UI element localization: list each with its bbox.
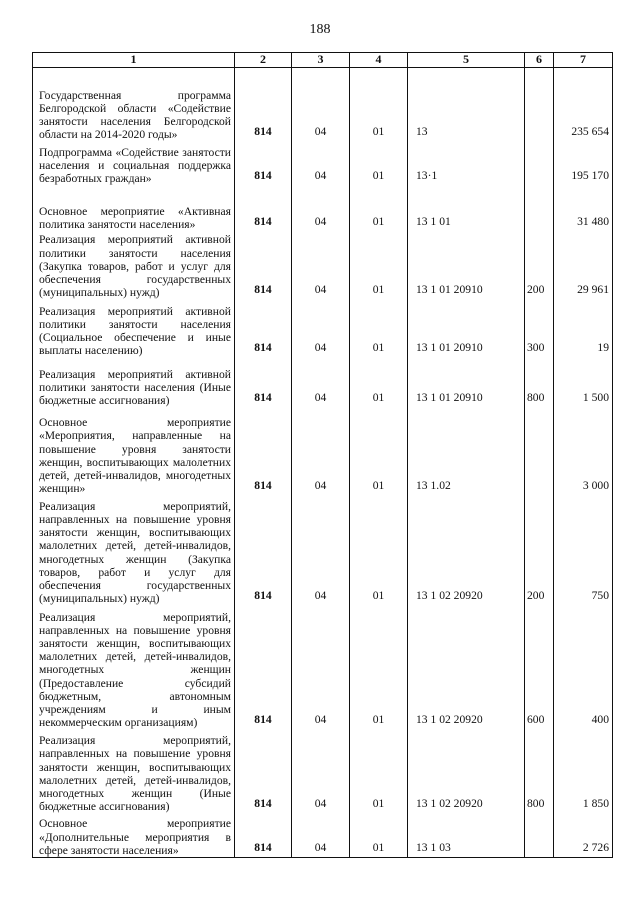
- amount: 19: [554, 300, 613, 358]
- row-name: Реализация мероприятий активной политики занятости населения (Иные бюджетные ассигнования): [33, 358, 235, 408]
- column-header: 3: [292, 53, 350, 68]
- page-number: 188: [309, 22, 331, 37]
- subsection-code: 01: [350, 300, 408, 358]
- row-name: Государственная программа Белгородской области «Содействие занятости населения Белгородской области на 2014-2020 годы»: [33, 68, 235, 142]
- amount: 1 850: [554, 730, 613, 814]
- target-article: 13: [408, 68, 525, 142]
- row-name: Реализация мероприятий, направленных на повышение уровня занятости женщин, воспитывающих малолетних детей, детей-инвалидов, многодетных женщин (Предоставление субсидий бюджетным, автономным учреждениям и иным некоммерческим организациям): [33, 606, 235, 730]
- amount: 400: [554, 606, 613, 730]
- row-name: Основное мероприятие «Дополнительные мероприятия в сфере занятости населения»: [33, 814, 235, 858]
- admin-code: 814: [235, 408, 292, 496]
- column-header: 4: [350, 53, 408, 68]
- amount: 235 654: [554, 68, 613, 142]
- section-code: 04: [292, 408, 350, 496]
- expense-type: [525, 142, 554, 186]
- admin-code: 814: [235, 606, 292, 730]
- admin-code: 814: [235, 300, 292, 358]
- table-row: [33, 68, 613, 142]
- row-name: Реализация мероприятий, направленных на повышение уровня занятости женщин, воспитывающих малолетних детей, детей-инвалидов, многодетных женщин (Закупка товаров, работ и услуг для обеспечения государственных (муниципальных) нужд): [33, 496, 235, 606]
- section-code: 04: [292, 496, 350, 606]
- admin-code: 814: [235, 68, 292, 142]
- subsection-code: 01: [350, 232, 408, 300]
- target-article: 13 1 02 20920: [408, 606, 525, 730]
- table-row: [33, 730, 613, 814]
- row-name: Реализация мероприятий активной политики занятости населения (Закупка товаров, работ и услуг для обеспечения государственных (муниципальных) нужд): [33, 232, 235, 300]
- expense-type: 600: [525, 606, 554, 730]
- expense-type: 800: [525, 730, 554, 814]
- table-row: [33, 300, 613, 358]
- subsection-code: 01: [350, 496, 408, 606]
- expense-type: 200: [525, 496, 554, 606]
- header-row: [33, 53, 613, 68]
- amount: 750: [554, 496, 613, 606]
- table-row: [33, 358, 613, 408]
- target-article: 13·1: [408, 142, 525, 186]
- target-article: 13 1 03: [408, 814, 525, 858]
- section-code: 04: [292, 606, 350, 730]
- expense-type: [525, 408, 554, 496]
- section-code: 04: [292, 186, 350, 232]
- admin-code: 814: [235, 232, 292, 300]
- admin-code: 814: [235, 186, 292, 232]
- expense-type: 200: [525, 232, 554, 300]
- amount: 31 480: [554, 186, 613, 232]
- target-article: 13 1 01 20910: [408, 232, 525, 300]
- section-code: 04: [292, 232, 350, 300]
- section-code: 04: [292, 68, 350, 142]
- expense-type: [525, 68, 554, 142]
- target-article: 13 1.02: [408, 408, 525, 496]
- subsection-code: 01: [350, 730, 408, 814]
- amount: 1 500: [554, 358, 613, 408]
- expense-type: [525, 186, 554, 232]
- amount: 29 961: [554, 232, 613, 300]
- section-code: 04: [292, 358, 350, 408]
- table-row: [33, 606, 613, 730]
- amount: 195 170: [554, 142, 613, 186]
- expense-type: 300: [525, 300, 554, 358]
- section-code: 04: [292, 730, 350, 814]
- target-article: 13 1 01: [408, 186, 525, 232]
- table-row: [33, 496, 613, 606]
- row-name: Подпрограмма «Содействие занятости населения и социальная поддержка безработных граждан»: [33, 142, 235, 186]
- column-header: 6: [525, 53, 554, 68]
- subsection-code: 01: [350, 814, 408, 858]
- table-row: [33, 232, 613, 300]
- target-article: 13 1 02 20920: [408, 496, 525, 606]
- section-code: 04: [292, 142, 350, 186]
- row-name: Реализация мероприятий, направленных на повышение уровня занятости женщин, воспитывающих малолетних детей, детей-инвалидов, многодетных женщин (Иные бюджетные ассигнования): [33, 730, 235, 814]
- target-article: 13 1 01 20910: [408, 300, 525, 358]
- row-name: Реализация мероприятий активной политики занятости населения (Социальное обеспечение и иные выплаты населению): [33, 300, 235, 358]
- subsection-code: 01: [350, 408, 408, 496]
- subsection-code: 01: [350, 142, 408, 186]
- expense-type: 800: [525, 358, 554, 408]
- column-header: 1: [33, 53, 235, 68]
- admin-code: 814: [235, 730, 292, 814]
- admin-code: 814: [235, 358, 292, 408]
- admin-code: 814: [235, 142, 292, 186]
- target-article: 13 1 01 20910: [408, 358, 525, 408]
- subsection-code: 01: [350, 358, 408, 408]
- subsection-code: 01: [350, 606, 408, 730]
- amount: 3 000: [554, 408, 613, 496]
- row-name: Основное мероприятие «Активная политика занятости населения»: [33, 186, 235, 232]
- column-header: 2: [235, 53, 292, 68]
- subsection-code: 01: [350, 68, 408, 142]
- section-code: 04: [292, 300, 350, 358]
- row-name: Основное мероприятие «Мероприятия, направленные на повышение уровня занятости женщин, воспитывающих малолетних детей, детей-инвалидов, многодетных женщин»: [33, 408, 235, 496]
- admin-code: 814: [235, 814, 292, 858]
- column-header: 5: [408, 53, 525, 68]
- amount: 2 726: [554, 814, 613, 858]
- column-header: 7: [554, 53, 613, 68]
- table-row: [33, 142, 613, 186]
- expense-type: [525, 814, 554, 858]
- section-code: 04: [292, 814, 350, 858]
- admin-code: 814: [235, 496, 292, 606]
- subsection-code: 01: [350, 186, 408, 232]
- table-row: [33, 408, 613, 496]
- table-row: [33, 186, 613, 232]
- budget-table: [32, 52, 613, 858]
- target-article: 13 1 02 20920: [408, 730, 525, 814]
- table-row: [33, 814, 613, 858]
